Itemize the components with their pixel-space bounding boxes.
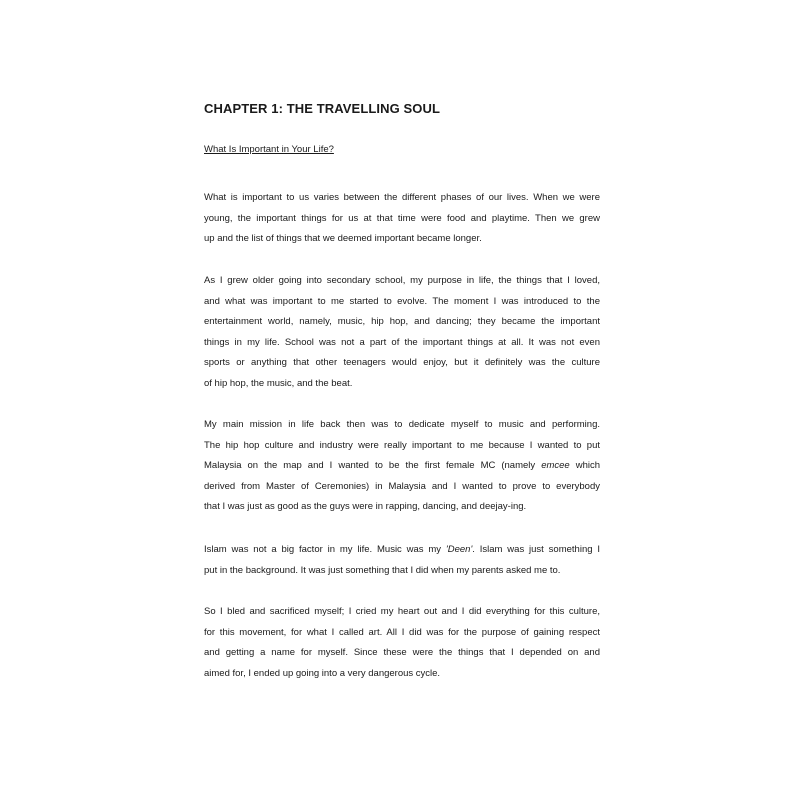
paragraph-line: young, the important things for us at that time were food and playtime. Then we grew xyxy=(204,212,600,224)
emphasis-word: emcee xyxy=(541,460,570,471)
paragraph-2 xyxy=(204,271,600,394)
paragraph-line: What is important to us varies between the different phases of our lives. When we were xyxy=(204,192,600,203)
paragraph-line-text: Islam was not a big factor in my life. Music was my xyxy=(204,544,442,555)
paragraph-line: things in my life. School was not a part of the important things at all. It was not even xyxy=(204,336,600,348)
paragraph-line: sports or anything that other teenagers would enjoy, but it definitely was the culture xyxy=(204,357,600,368)
paragraph-line: for this movement, for what I called art. All I did was for the purpose of gaining respect xyxy=(204,626,600,638)
paragraph-line: entertainment world, namely, music, hip hop, and dancing; they became the important xyxy=(204,316,600,327)
document-page xyxy=(204,94,601,679)
chapter-title: CHAPTER 1: THE TRAVELLING SOUL xyxy=(204,101,441,116)
paragraph-line-text: Malaysia on the map and I wanted to be the first female MC (namely xyxy=(204,460,536,471)
paragraph-line: up and the list of things that we deemed important became longer. xyxy=(204,233,482,244)
paragraph-line: and getting a name for myself. Since these were the things that I depended on and xyxy=(204,647,600,658)
paragraph-line-with-emphasis xyxy=(204,540,600,561)
paragraph-line-with-emphasis xyxy=(204,456,600,477)
paragraph-line: As I grew older going into secondary school, my purpose in life, the things that I loved, xyxy=(204,275,600,286)
paragraph-line: My main mission in life back then was to dedicate myself to music and performing. xyxy=(204,419,600,430)
paragraph-3 xyxy=(204,415,600,518)
paragraph-line: and what was important to me started to evolve. The moment I was introduced to the xyxy=(204,295,600,307)
paragraph-line: The hip hop culture and industry were really important to me because I wanted to put xyxy=(204,439,600,451)
paragraph-5 xyxy=(204,602,600,684)
paragraph-line: of hip hop, the music, and the beat. xyxy=(204,377,353,389)
paragraph-1 xyxy=(204,188,600,250)
paragraph-line: put in the background. It was just something that I did when my parents asked me to. xyxy=(204,564,561,576)
paragraph-line: derived from Master of Ceremonies) in Malaysia and I wanted to prove to everybody xyxy=(204,480,600,492)
paragraph-line-text: . Islam was just something I xyxy=(472,544,600,555)
section-heading: What Is Important in Your Life? xyxy=(204,144,334,155)
paragraph-line: So I bled and sacrificed myself; I cried my heart out and I did everything for this culture, xyxy=(204,606,600,617)
paragraph-4 xyxy=(204,540,600,581)
paragraph-line-text: which xyxy=(575,460,601,471)
paragraph-line: aimed for, I ended up going into a very dangerous cycle. xyxy=(204,667,441,679)
emphasis-word: 'Deen' xyxy=(445,544,473,555)
paragraph-line: that I was just as good as the guys were in rapping, dancing, and deejay-ing. xyxy=(204,501,527,512)
